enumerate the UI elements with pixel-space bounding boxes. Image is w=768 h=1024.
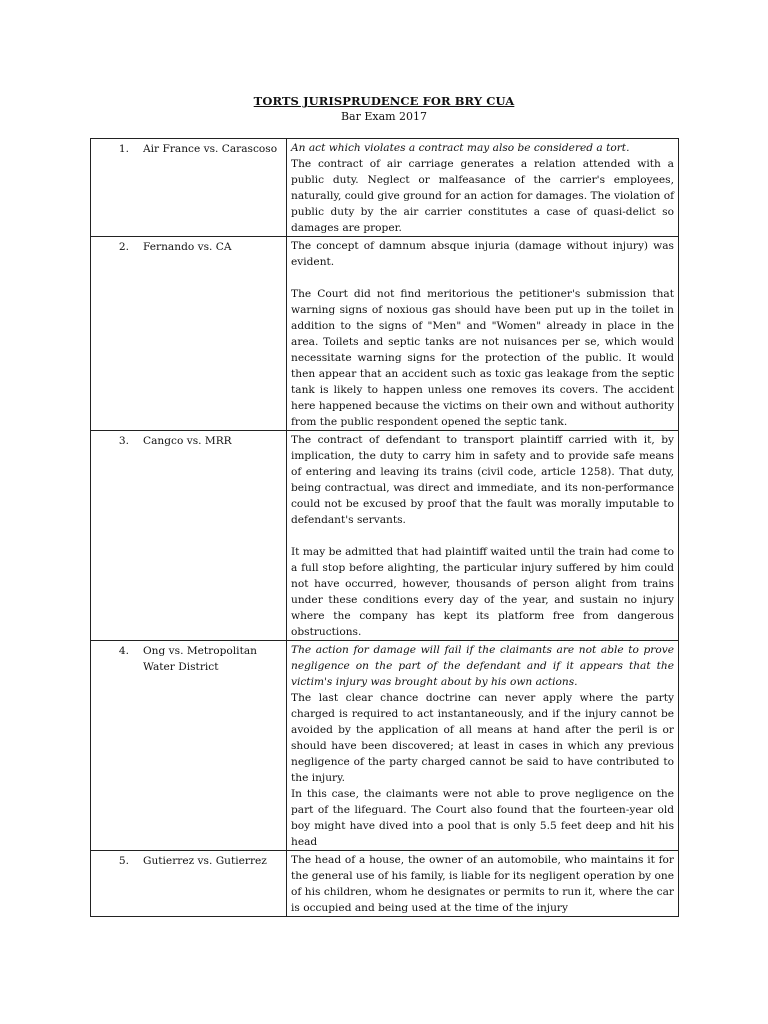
case-doctrine-text: In this case, the claimants were not able to prove negligence on the part of the lifeguard. The Court also found that the fourteen-year old boy might have dived into a pool that is only 5.5 feet deep and hit his head (291, 788, 674, 848)
case-name: Cangco vs. MRR (143, 435, 232, 447)
case-number: 5. (118, 855, 129, 867)
case-doctrine-cell (287, 237, 679, 431)
case-number: 3. (118, 435, 129, 447)
case-title-cell (91, 851, 287, 917)
case-name: Fernando vs. CA (143, 241, 232, 253)
case-doctrine-cell (287, 139, 679, 237)
case-doctrine-text: The Court did not find meritorious the petitioner's submission that warning signs of noxious gas should have been put up in the toilet in addition to the signs of "Men" and "Women" already in place in the area. Toilets and septic tanks are not nuisances per se, which would necessitate warning signs for the protection of the public. It would then appear that an accident such as toxic gas leakage from the septic tank is likely to happen unless one removes its covers. The accident here happened because the victims on their own and without authority from the public respondent opened the septic tank. (291, 288, 674, 428)
case-doctrine-text: The action for damage will fail if the claimants are not able to prove negligence on the part of the defendant and if it appears that the victim's injury was brought about by his own actions. (291, 644, 674, 688)
case-doctrine-text: An act which violates a contract may also be considered a tort. (291, 142, 630, 154)
case-number: 4. (118, 645, 129, 657)
case-name: Gutierrez vs. Gutierrez (143, 855, 267, 867)
case-number: 1. (118, 143, 129, 155)
case-doctrine-cell (287, 851, 679, 917)
case-row (91, 431, 679, 641)
case-doctrine-text: The last clear chance doctrine can never apply where the party charged is required to act instantaneously, and if the injury cannot be avoided by the application of all means at hand after the peril is or should have been discovered; at least in cases in which any previous negligence of the party charged cannot be said to have contributed to the injury. (291, 692, 674, 784)
case-doctrine-text: The head of a house, the owner of an automobile, who maintains it for the general use of his family, is liable for its negligent operation by one of his children, whom he designates or permits to run it, where the car is occupied and being used at the time of the injury (291, 854, 674, 914)
case-row (91, 641, 679, 851)
case-title-cell (91, 641, 287, 851)
case-title-cell (91, 139, 287, 237)
paragraph-spacer (291, 270, 674, 286)
case-doctrine-cell (287, 431, 679, 641)
case-row (91, 139, 679, 237)
document-title: TORTS JURISPRUDENCE FOR BRY CUA (253, 94, 515, 108)
case-doctrine-text: The contract of air carriage generates a relation attended with a public duty. Neglect or malfeasance of the carrier's employees, naturally, could give ground for an action for damages. The violation of public duty by the air carrier constitutes a case of quasi-delict so damages are proper. (291, 158, 674, 234)
case-row (91, 237, 679, 431)
case-doctrine-text: The contract of defendant to transport plaintiff carried with it, by implication, the duty to carry him in safety and to provide safe means of entering and leaving its trains (civil code, article 1258). That duty, being contractual, was direct and immediate, and its non-performance could not be excused by proof that the fault was morally imputable to defendant's servants. (291, 434, 674, 526)
cases-table (90, 138, 679, 917)
case-doctrine-text: The concept of damnum absque injuria (damage without injury) was evident. (291, 240, 674, 268)
paragraph-spacer (291, 528, 674, 544)
case-number: 2. (118, 241, 129, 253)
case-title-cell (91, 431, 287, 641)
document-subtitle: Bar Exam 2017 (340, 110, 428, 123)
case-name: Ong vs. Metropolitan Water District (143, 645, 257, 673)
case-doctrine-cell (287, 641, 679, 851)
case-row (91, 851, 679, 917)
case-name: Air France vs. Carascoso (143, 143, 278, 155)
case-doctrine-text: It may be admitted that had plaintiff waited until the train had come to a full stop before alighting, the particular injury suffered by him could not have occurred, however, thousands of person alight from trains under these conditions every day of the year, and sustain no injury where the company has kept its platform free from dangerous obstructions. (291, 546, 674, 638)
case-title-cell (91, 237, 287, 431)
